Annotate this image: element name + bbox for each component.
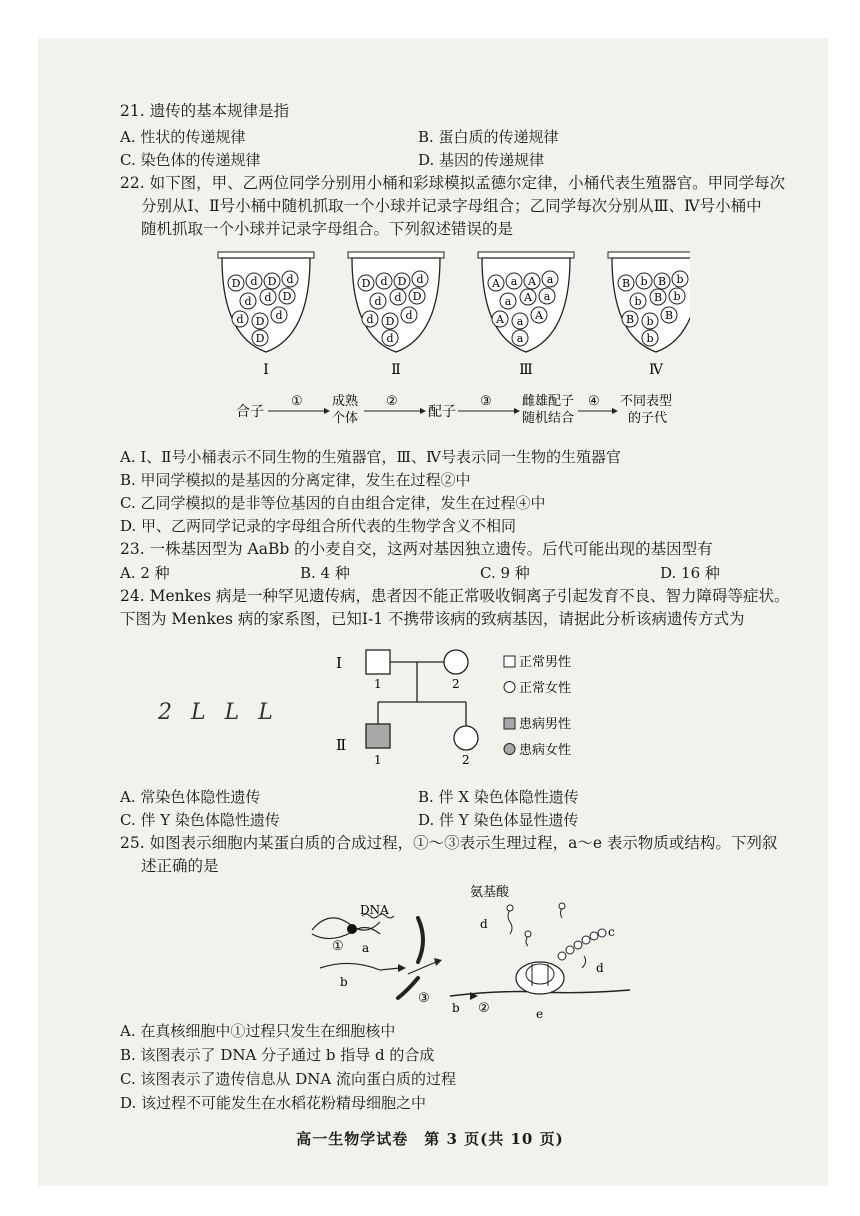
ball-letter: b xyxy=(634,295,642,308)
ball-letter: D xyxy=(255,332,265,345)
bucket-2 xyxy=(348,252,444,378)
ball-letter: a xyxy=(504,295,512,308)
flow-step4: ④ xyxy=(588,394,600,409)
pedigree-I2-normal-female xyxy=(444,650,468,674)
q24-line1: 24. Menkes 病是一种罕见遗传病，患者因不能正常吸收铜离子引起发育不良、智力障碍等症状。 xyxy=(120,587,790,605)
label-c: c xyxy=(608,925,615,939)
ball-letter: d xyxy=(275,309,283,322)
q22-option-a: A. Ⅰ、Ⅱ号小桶表示不同生物的生殖器官，Ⅲ、Ⅳ号表示同一生物的生殖器官 xyxy=(120,448,621,466)
flow-zygote: 合子 xyxy=(236,404,264,420)
bucket-1 xyxy=(218,252,314,378)
ball-letter: D xyxy=(267,275,277,288)
ball-letter: a xyxy=(516,332,524,345)
ball-letter: D xyxy=(282,290,292,303)
q21-option-c: C. 染色体的传递规律 xyxy=(120,151,261,169)
pedigree-I2-number: 2 xyxy=(452,677,460,691)
ball-letter: A xyxy=(535,309,543,322)
ball-letter: d xyxy=(380,275,388,288)
ball-letter: d xyxy=(264,291,272,304)
ball-letter: D xyxy=(385,315,395,328)
ball-letter: d xyxy=(386,332,394,345)
q25-option-d: D. 该过程不可能发生在水稻花粉精母细胞之中 xyxy=(120,1094,427,1112)
q23-option-a: A. 2 种 xyxy=(120,564,170,582)
ball-letter: a xyxy=(546,273,554,286)
ball-letter: a xyxy=(543,290,551,303)
ball-letter: D xyxy=(231,277,241,290)
legend-affected-male: 患病男性 xyxy=(519,717,572,732)
label-d-left: d xyxy=(480,917,488,931)
q22-line3: 随机抓取一个小球并记录字母组合。下列叙述错误的是 xyxy=(141,220,514,238)
pedigree-I1-normal-male xyxy=(366,650,390,674)
flow-step1: ① xyxy=(291,394,303,409)
q25-option-c: C. 该图表示了遗传信息从 DNA 流向蛋白质的过程 xyxy=(120,1070,457,1088)
ball-letter: b xyxy=(640,275,648,288)
ball-letter: b xyxy=(646,332,654,345)
q24-option-a: A. 常染色体隐性遗传 xyxy=(120,788,261,806)
q21-option-d: D. 基因的传递规律 xyxy=(418,151,545,169)
label-d-right: d xyxy=(596,961,604,975)
bucket-label: Ⅳ xyxy=(649,362,663,378)
process-3-label: ③ xyxy=(418,991,430,1006)
ball-letter: d xyxy=(286,273,294,286)
protein-synthesis-diagram xyxy=(300,878,640,1018)
q22-line2: 分别从Ⅰ、Ⅱ号小桶中随机抓取一个小球并记录字母组合；乙同学每次分别从Ⅲ、Ⅳ号小桶中 xyxy=(141,197,762,215)
ball-letter: d xyxy=(394,291,402,304)
ribosome xyxy=(516,962,564,994)
ball-letter: B xyxy=(657,275,667,288)
process-flow xyxy=(236,390,696,430)
q25-option-b: B. 该图表示了 DNA 分子通过 b 指导 d 的合成 xyxy=(120,1046,435,1064)
ball-letter: a xyxy=(510,275,518,288)
ball-letter: b xyxy=(673,290,681,303)
label-b-left: b xyxy=(340,975,348,989)
flow-mature-1: 成熟 xyxy=(332,394,359,409)
ball-letter: A xyxy=(492,277,500,290)
q22-option-b: B. 甲同学模拟的是基因的分离定律，发生在过程②中 xyxy=(120,471,471,489)
q23-option-c: C. 9 种 xyxy=(480,564,530,582)
q23-option-d: D. 16 种 xyxy=(660,564,720,582)
q22-option-d: D. 甲、乙两同学记录的字母组合所代表的生物学含义不相同 xyxy=(120,517,517,535)
q25-line2: 述正确的是 xyxy=(141,857,219,875)
bucket-diagram xyxy=(210,246,690,381)
ball-letter: d xyxy=(244,295,252,308)
ball-letter: d xyxy=(250,275,258,288)
generation-1-label: Ⅰ xyxy=(336,654,342,672)
q24-line2: 下图为 Menkes 病的家系图，已知Ⅰ-1 不携带该病的致病基因，请据此分析该病遗传方式为 xyxy=(120,610,745,628)
ball-letter: d xyxy=(236,313,244,326)
legend-affected-female: 患病女性 xyxy=(519,743,572,758)
ball-letter: d xyxy=(416,273,424,286)
flow-gamete: 配子 xyxy=(428,404,456,420)
ball-letter: b xyxy=(676,273,684,286)
pedigree-chart xyxy=(330,640,620,780)
pedigree-II2-normal-female xyxy=(454,726,478,750)
flow-offspring-2: 的子代 xyxy=(628,411,668,426)
ball-letter: D xyxy=(255,315,265,328)
q23-stem: 23. 一株基因型为 AaBb 的小麦自交，这两对基因独立遗传。后代可能出现的基因型有 xyxy=(120,540,713,558)
flow-step3: ③ xyxy=(480,394,492,409)
flow-fusion-2: 随机结合 xyxy=(522,411,575,426)
bucket-label: Ⅰ xyxy=(263,362,269,378)
ball-letter: d xyxy=(374,295,382,308)
label-e: e xyxy=(536,1007,544,1018)
bucket-4 xyxy=(608,252,690,378)
dna-label: DNA xyxy=(360,903,389,917)
ball-letter: A xyxy=(524,291,532,304)
pedigree-I1-number: 1 xyxy=(374,677,382,691)
process-1-label: ① xyxy=(332,939,344,954)
ball-letter: D xyxy=(397,275,407,288)
ball-letter: B xyxy=(653,291,663,304)
page-footer: 高一生物学试卷 第 3 页(共 10 页) xyxy=(296,1130,564,1148)
q23-option-b: B. 4 种 xyxy=(300,564,350,582)
q22-line1: 22. 如下图，甲、乙两位同学分别用小桶和彩球模拟孟德尔定律，小桶代表生殖器官。甲同学每次 xyxy=(120,174,786,192)
q21-option-b: B. 蛋白质的传递规律 xyxy=(418,128,559,146)
legend-normal-female: 正常女性 xyxy=(519,681,572,696)
flow-step2: ② xyxy=(386,394,398,409)
q25-option-a: A. 在真核细胞中①过程只发生在细胞核中 xyxy=(120,1022,396,1040)
q25-line1: 25. 如图表示细胞内某蛋白质的合成过程，①～③表示生理过程，a～e 表示物质或结构。下列叙 xyxy=(120,834,778,852)
label-b-right: b xyxy=(452,1001,460,1015)
handwritten-note: 2 L L L xyxy=(158,700,279,725)
rna-polymerase-dot xyxy=(347,924,357,934)
q24-option-c: C. 伴 Y 染色体隐性遗传 xyxy=(120,811,280,829)
ball-letter: d xyxy=(366,313,374,326)
pedigree-II1-affected-male xyxy=(366,724,390,748)
flow-offspring-1: 不同表型 xyxy=(620,394,673,409)
process-2-label: ② xyxy=(478,1001,490,1016)
q22-option-c: C. 乙同学模拟的是非等位基因的自由组合定律，发生在过程④中 xyxy=(120,494,546,512)
ball-letter: a xyxy=(516,315,524,328)
label-a: a xyxy=(362,941,370,955)
pedigree-II1-number: 1 xyxy=(374,753,382,767)
ball-letter: D xyxy=(361,277,371,290)
q21-option-a: A. 性状的传递规律 xyxy=(120,128,246,146)
q21-stem: 21. 遗传的基本规律是指 xyxy=(120,102,290,120)
flow-fusion-1: 雌雄配子 xyxy=(522,394,575,409)
bucket-label: Ⅱ xyxy=(391,362,401,378)
generation-2-label: Ⅱ xyxy=(336,736,347,754)
ball-letter: B xyxy=(625,313,635,326)
amino-acid-label: 氨基酸 xyxy=(470,885,510,900)
q24-option-d: D. 伴 Y 染色体显性遗传 xyxy=(418,811,579,829)
bucket-label: Ⅲ xyxy=(519,362,533,378)
flow-mature-2: 个体 xyxy=(332,411,359,426)
ball-letter: B xyxy=(621,277,631,290)
ball-letter: B xyxy=(664,309,674,322)
ball-letter: A xyxy=(496,313,504,326)
legend-normal-male: 正常男性 xyxy=(519,655,572,670)
pedigree-II2-number: 2 xyxy=(462,753,470,767)
ball-letter: D xyxy=(412,290,422,303)
ball-letter: A xyxy=(528,275,536,288)
q24-option-b: B. 伴 X 染色体隐性遗传 xyxy=(418,788,579,806)
ball-letter: d xyxy=(405,309,413,322)
bucket-3 xyxy=(478,252,574,378)
ball-letter: b xyxy=(646,315,654,328)
